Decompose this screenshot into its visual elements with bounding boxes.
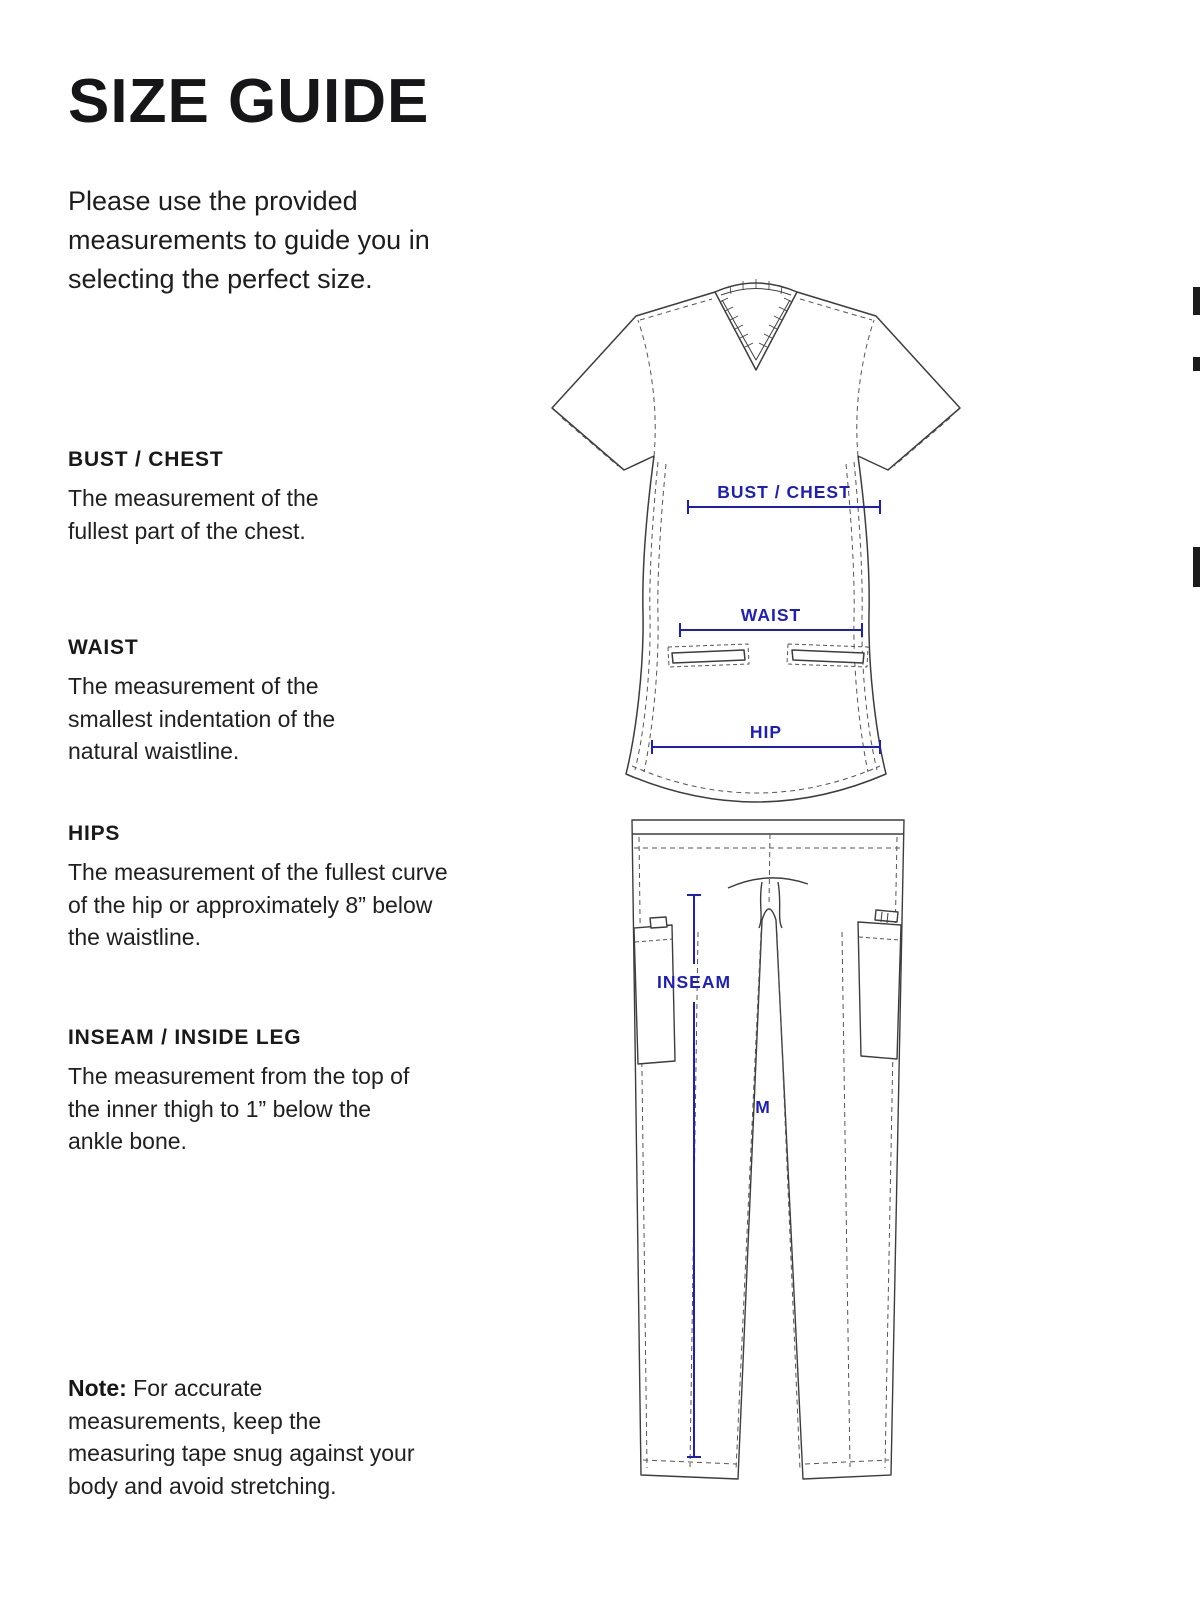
page-title: SIZE GUIDE xyxy=(68,67,430,136)
bust-label: BUST / CHEST xyxy=(717,482,851,502)
note-body: For accurate measurements, keep the measuring tape snug against your body and avoid stretching. xyxy=(68,1375,415,1499)
section-hips xyxy=(68,822,448,954)
section-body: The measurement from the top of the inner thigh to 1” below the ankle bone. xyxy=(68,1063,410,1155)
note-label: Note: xyxy=(68,1375,127,1401)
section-inseam xyxy=(68,1026,423,1158)
section-heading: BUST / CHEST xyxy=(68,448,224,471)
section-bust-chest xyxy=(68,448,368,547)
page-edge-mark xyxy=(1193,287,1200,315)
section-body: The measurement of the smallest indentation of the natural waistline. xyxy=(68,673,336,765)
inseam-label: INSEAM xyxy=(656,972,732,992)
intro-text: Please use the provided measurements to guide you in selecting the perfect size. xyxy=(68,186,430,295)
section-body: The measurement of the fullest curve of the hip or approximately 8” below the waistline. xyxy=(68,859,448,951)
page-edge-mark xyxy=(1193,357,1200,371)
note-text xyxy=(68,1372,418,1503)
section-body: The measurement of the fullest part of the chest. xyxy=(68,485,319,544)
garment-diagram xyxy=(540,272,1010,1542)
section-heading: INSEAM / INSIDE LEG xyxy=(68,1026,302,1049)
size-marker-label: M xyxy=(755,1097,771,1117)
scrub-pants-drawing xyxy=(632,820,904,1479)
section-heading: HIPS xyxy=(68,822,121,845)
hip-label: HIP xyxy=(749,722,783,742)
page-edge-mark xyxy=(1193,547,1200,587)
waist-label: WAIST xyxy=(740,605,802,625)
section-waist xyxy=(68,636,388,768)
garment-diagram-svg xyxy=(540,272,1010,1542)
section-heading: WAIST xyxy=(68,636,139,659)
